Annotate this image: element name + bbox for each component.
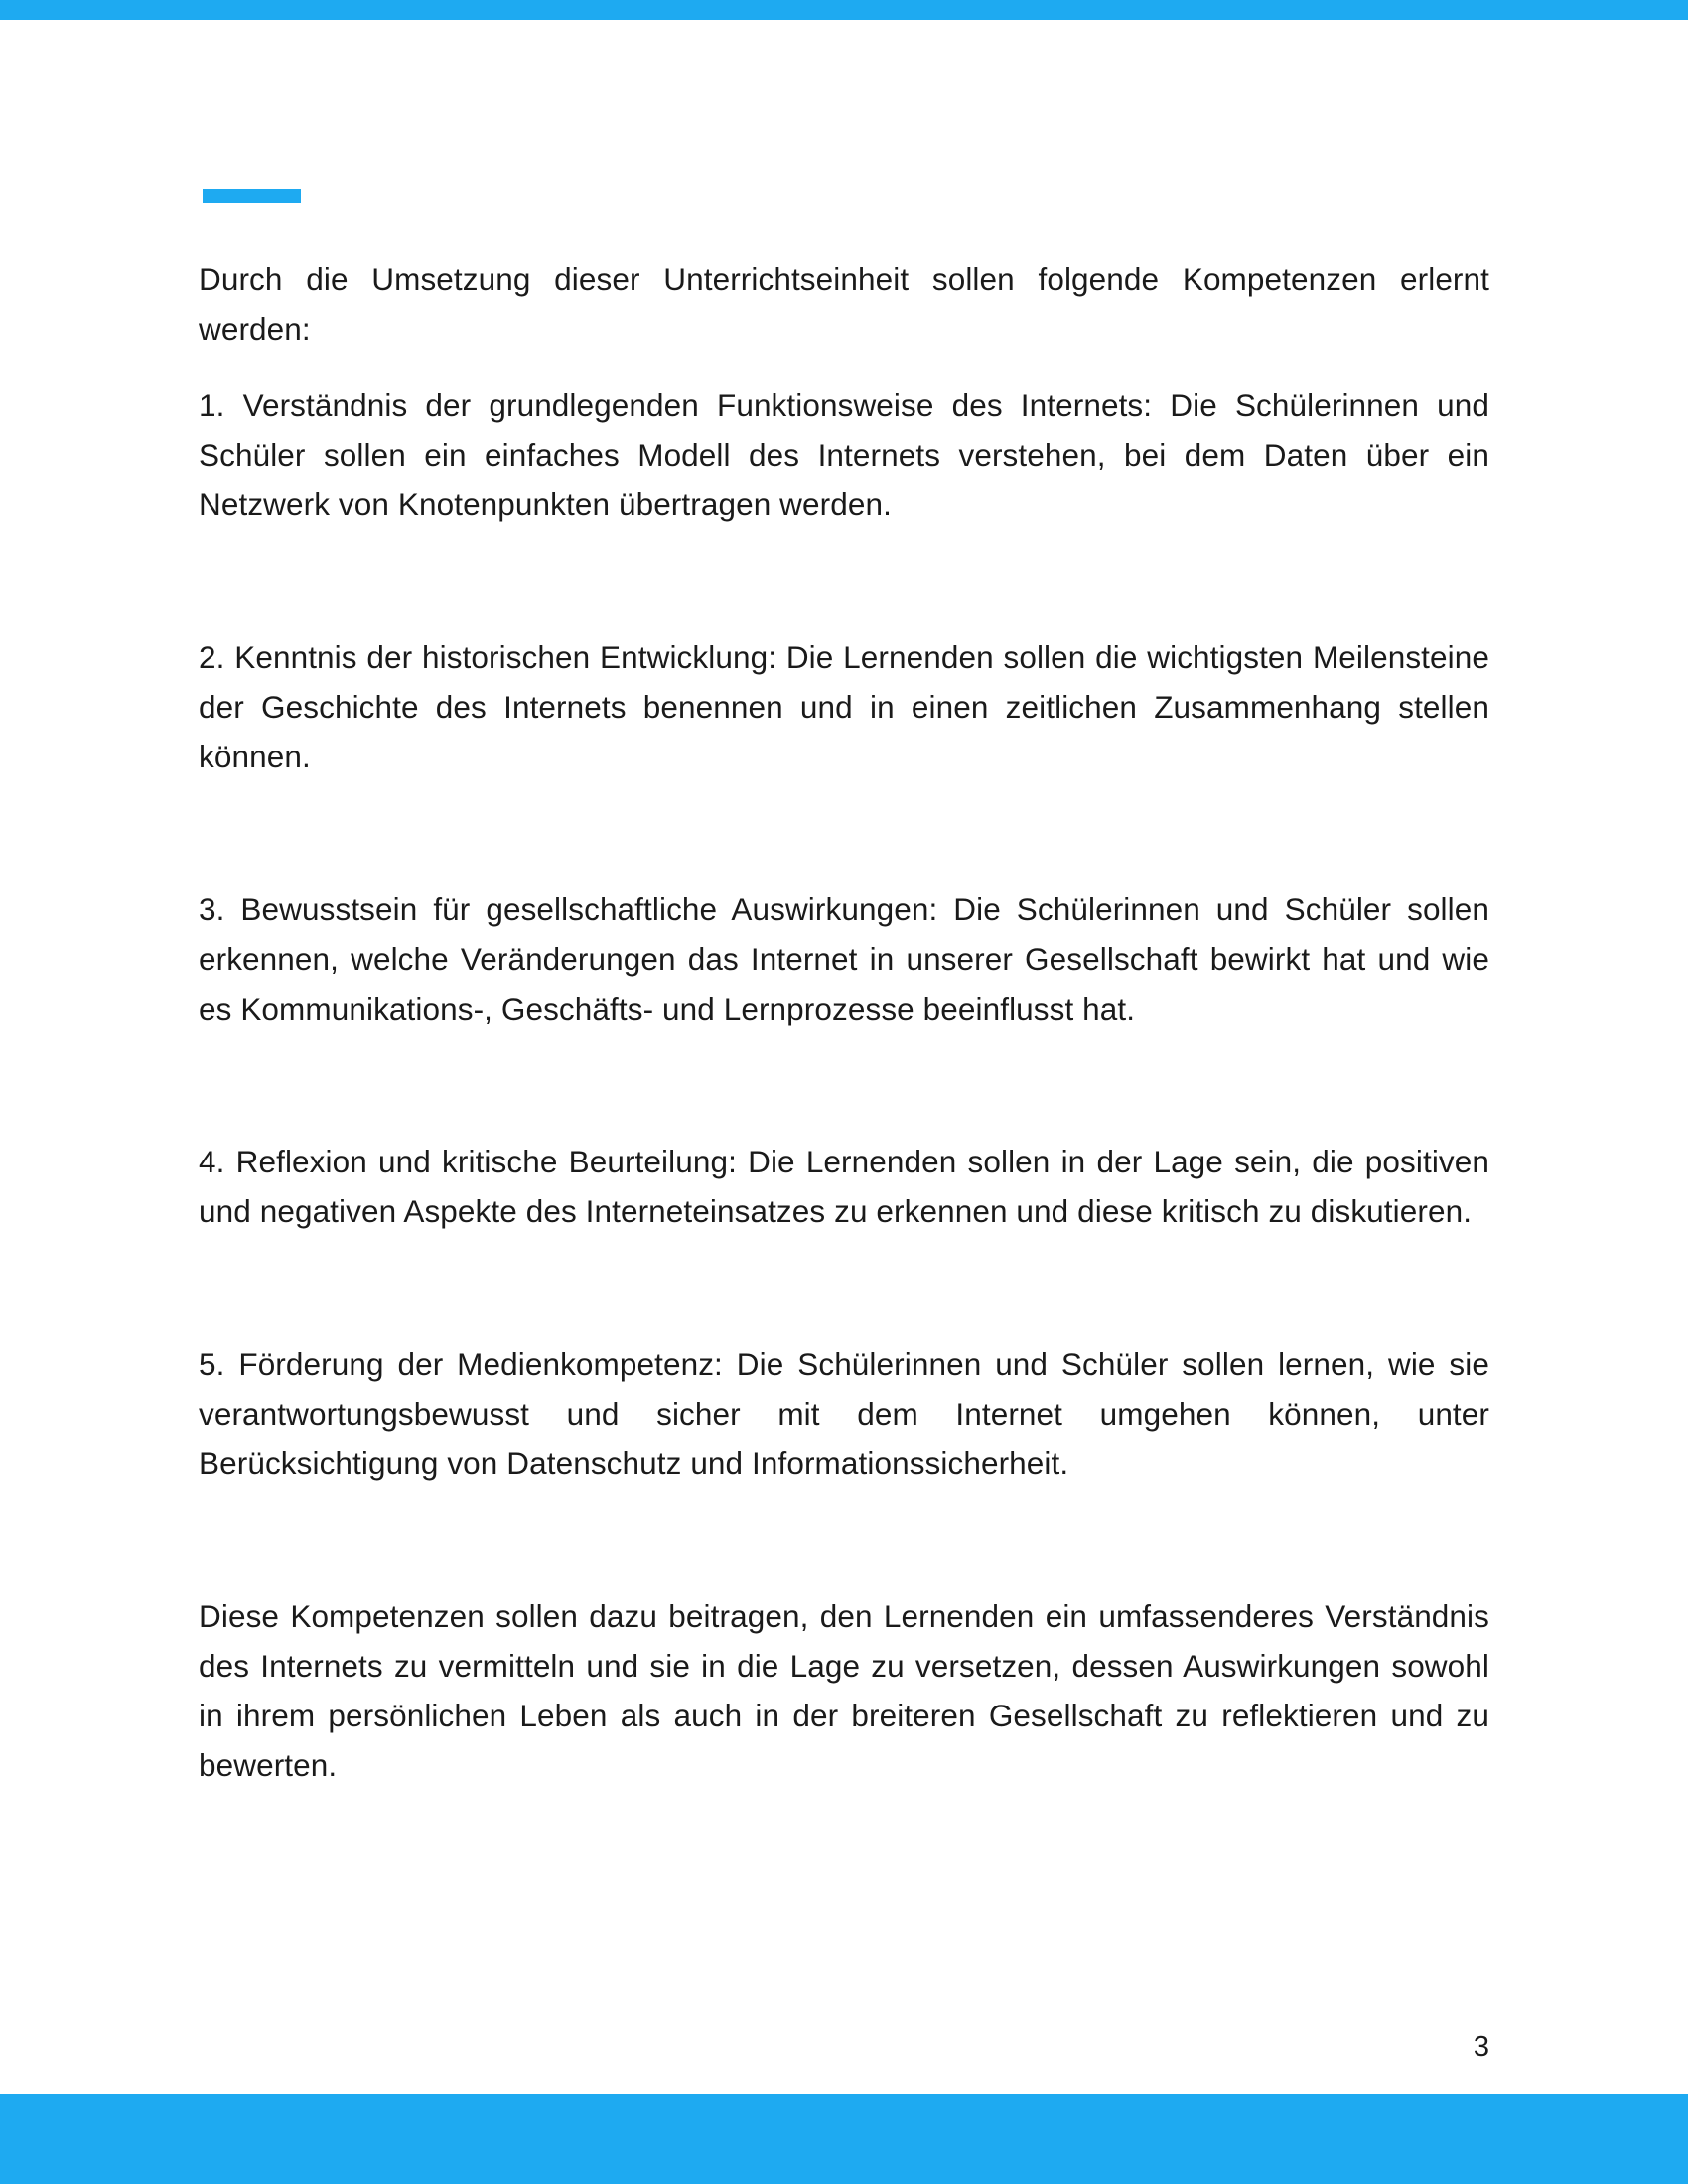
competency-item-3: 3. Bewusstsein für gesellschaftliche Auswirkungen: Die Schülerinnen und Schüler sollen erkennen, welche Veränderungen das Internet in unserer Gesellschaft bewirkt hat und wie es Kommunikations-, Geschäfts- und Lernprozesse beeinflusst hat. [199, 891, 1489, 1026]
competency-item-1: 1. Verständnis der grundlegenden Funktionsweise des Internets: Die Schülerinnen und Schüler sollen ein einfaches Modell des Internets verstehen, bei dem Daten über ein Netzwerk von Knotenpunkten übertragen werden. [199, 387, 1489, 522]
intro-paragraph: Durch die Umsetzung dieser Unterrichtseinheit sollen folgende Kompetenzen erlernt werden: [199, 261, 1489, 346]
page-number: 3 [1473, 2031, 1489, 2063]
bottom-accent-bar [0, 2094, 1688, 2184]
document-body [199, 254, 1489, 1790]
top-accent-bar [0, 0, 1688, 20]
competency-item-4: 4. Reflexion und kritische Beurteilung: Die Lernenden sollen in der Lage sein, die positiven und negativen Aspekte des Interneteinsatzes zu erkennen und diese kritisch zu diskutieren. [199, 1144, 1489, 1229]
section-accent-rule [203, 189, 301, 203]
competency-item-5: 5. Förderung der Medienkompetenz: Die Schülerinnen und Schüler sollen lernen, wie sie verantwortungsbewusst und sicher mit dem Internet umgehen können, unter Berücksichtigung von Datenschutz und Informationssicherheit. [199, 1346, 1489, 1481]
conclusion-paragraph: Diese Kompetenzen sollen dazu beitragen, den Lernenden ein umfassenderes Verständnis des Internets zu vermitteln und sie in die Lage zu versetzen, dessen Auswirkungen sowohl in ihrem persönlichen Leben als auch in der breiteren Gesellschaft zu reflektieren und zu bewerten. [199, 1598, 1489, 1783]
competency-item-2: 2. Kenntnis der historischen Entwicklung: Die Lernenden sollen die wichtigsten Meilensteine der Geschichte des Internets benennen und in einen zeitlichen Zusammenhang stellen können. [199, 639, 1489, 774]
